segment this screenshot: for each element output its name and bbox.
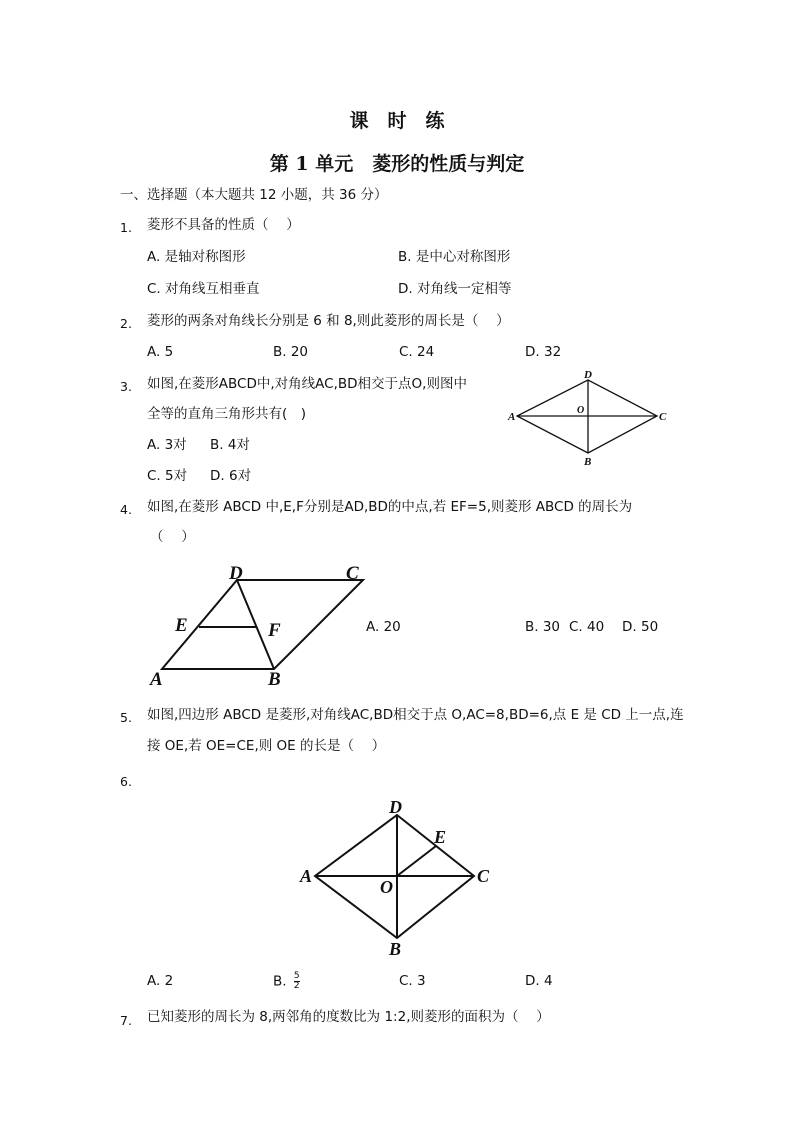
- section-heading: 一、选择题（本大题共 12 小题，共 36 分）: [120, 187, 388, 203]
- question-4-stem-line-2: （ ）: [150, 529, 195, 545]
- question-5-stem-line-2: 接 OE,若 OE=CE,则 OE 的长是（ ）: [147, 738, 386, 754]
- question-4-stem-line-1: 如图,在菱形 ABCD 中,E,F分别是AD,BD的中点,若 EF=5,则菱形 ABCD 的周长为: [147, 499, 633, 515]
- page-title: 课 时 练: [349, 110, 445, 132]
- q6-label-a: A: [300, 866, 313, 886]
- q6-option-b-fraction: [294, 972, 300, 991]
- q6-option-b-label: B.: [273, 973, 287, 990]
- q2-option-b: B. 20: [273, 344, 309, 360]
- q6-label-b: B: [389, 939, 402, 959]
- q4-label-e: E: [175, 615, 188, 636]
- q3-label-o: O: [577, 405, 585, 416]
- question-2-stem: 菱形的两条对角线长分别是 6 和 8,则此菱形的周长是（ ）: [147, 313, 510, 329]
- q6-option-d: D. 4: [525, 973, 553, 989]
- question-5-stem-line-1: 如图,四边形 ABCD 是菱形,对角线AC,BD相交于点 O,AC=8,BD=6,点 E 是 CD 上一点,连: [147, 707, 684, 723]
- q3-label-d: D: [584, 369, 592, 381]
- q4-option-b: B. 30: [525, 619, 561, 635]
- question-1-stem: 菱形不具备的性质（ ）: [147, 217, 300, 233]
- q4-label-a: A: [150, 669, 163, 690]
- q4-option-c: C. 40: [569, 619, 605, 635]
- q3-option-a: A. 3对: [147, 437, 187, 453]
- q6-label-c: C: [477, 866, 490, 886]
- q3-label-c: C: [659, 411, 667, 423]
- q2-option-a: A. 5: [147, 344, 174, 360]
- q2-option-d: D. 32: [525, 344, 562, 360]
- q1-option-a: A. 是轴对称图形: [147, 249, 246, 265]
- q4-label-f: F: [268, 620, 281, 641]
- q6-label-e: E: [434, 827, 447, 847]
- question-number-1: 1.: [120, 220, 132, 235]
- question-number-7: 7.: [120, 1013, 132, 1028]
- q4-option-a: A. 20: [366, 619, 401, 635]
- question-3-stem-line-1: 如图,在菱形ABCD中,对角线AC,BD相交于点O,则图中: [147, 376, 467, 392]
- question-3-stem-line-2: 全等的直角三角形共有( ): [147, 406, 307, 422]
- q6-option-b: [273, 972, 300, 991]
- question-number-4: 4.: [120, 502, 132, 517]
- fraction-denominator: 2: [293, 981, 300, 991]
- q1-option-b: B. 是中心对称图形: [398, 249, 511, 265]
- q3-option-d: D. 6对: [210, 468, 252, 484]
- q6-option-a: A. 2: [147, 973, 174, 989]
- q6-label-d: D: [389, 797, 402, 817]
- q6-option-c: C. 3: [399, 973, 426, 989]
- q4-option-d: D. 50: [622, 619, 659, 635]
- q6-label-o: O: [380, 877, 393, 897]
- q4-label-d: D: [229, 563, 243, 584]
- q3-label-b: B: [584, 456, 592, 468]
- question-number-3: 3.: [120, 379, 132, 394]
- q2-option-c: C. 24: [399, 344, 435, 360]
- question-7-stem: 已知菱形的周长为 8,两邻角的度数比为 1:2,则菱形的面积为（ ）: [147, 1009, 550, 1025]
- question-number-2: 2.: [120, 316, 132, 331]
- q1-option-d: D. 对角线一定相等: [398, 281, 512, 297]
- q3-option-b: B. 4对: [210, 437, 250, 453]
- question-number-5: 5.: [120, 710, 132, 725]
- q3-label-a: A: [508, 411, 516, 423]
- q4-label-c: C: [346, 563, 359, 584]
- q4-label-b: B: [268, 669, 281, 690]
- q3-option-c: C. 5对: [147, 468, 188, 484]
- q1-option-c: C. 对角线互相垂直: [147, 281, 260, 297]
- fraction-numerator: 5: [293, 971, 300, 981]
- question-number-6: 6.: [120, 774, 132, 789]
- unit-title: 第 1 单元 菱形的性质与判定: [269, 153, 525, 175]
- q6-segment-oe: [397, 846, 436, 876]
